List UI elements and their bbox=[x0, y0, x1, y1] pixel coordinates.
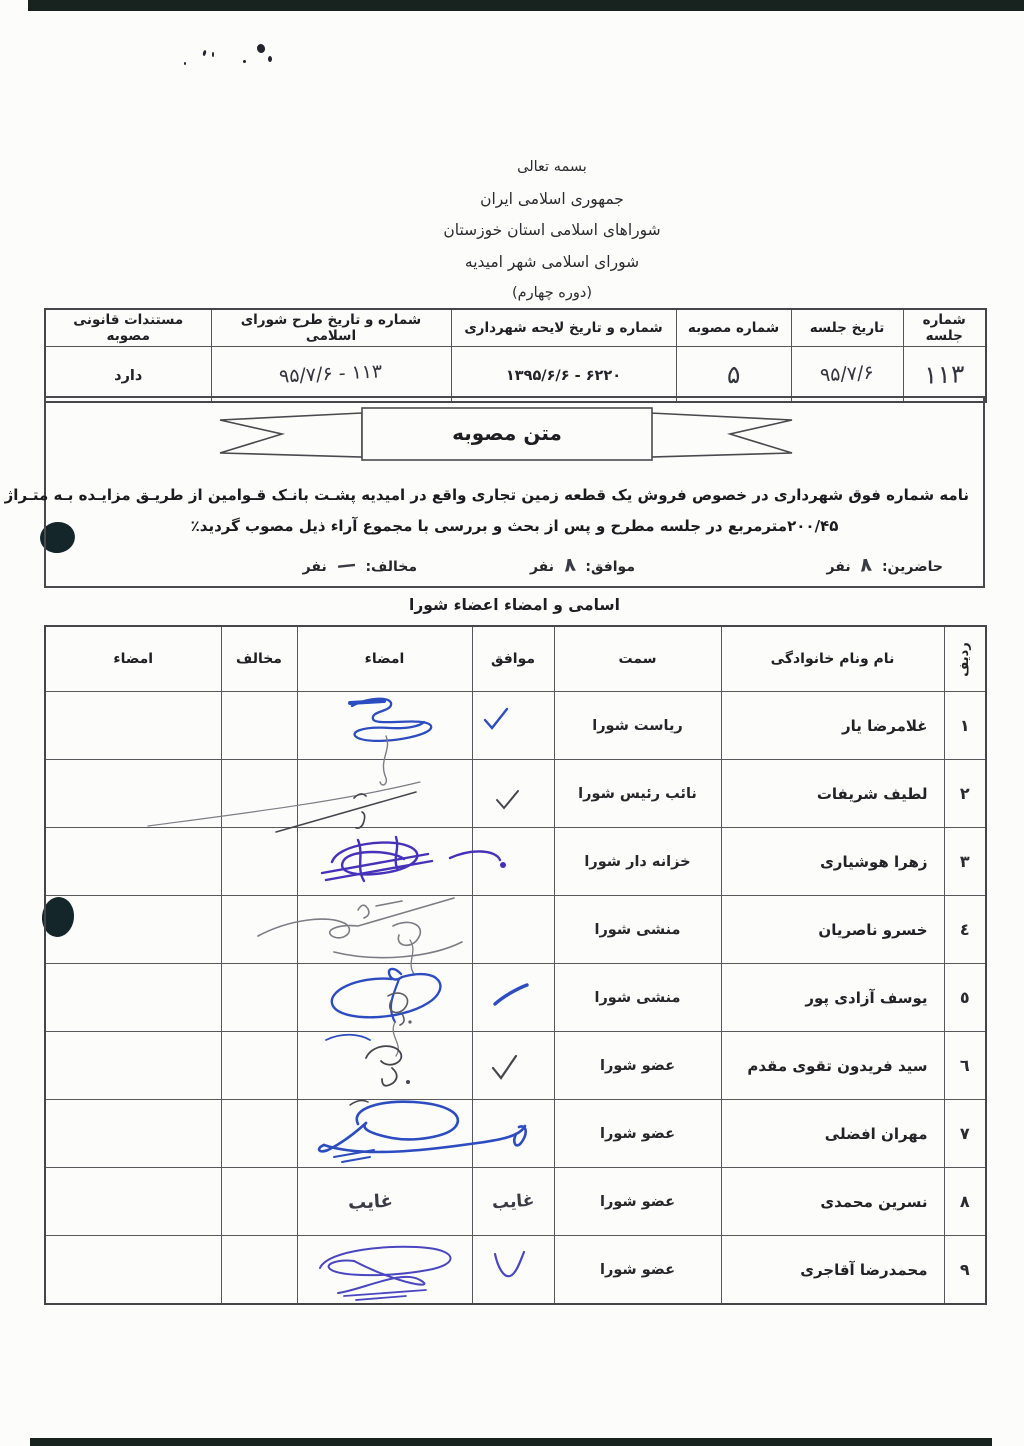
agree-cell bbox=[472, 760, 554, 828]
member-name-cell: مهران افضلی bbox=[721, 1100, 944, 1168]
signature-2-cell bbox=[45, 1032, 221, 1100]
member-name-cell: نسرین محمدی bbox=[721, 1168, 944, 1236]
row-number-cell: ٣ bbox=[944, 828, 986, 896]
agree-cell bbox=[472, 896, 554, 964]
member-position-cell: نائب رئیس شورا bbox=[554, 760, 721, 828]
agree-cell bbox=[472, 964, 554, 1032]
agree-cell bbox=[472, 1236, 554, 1305]
member-row bbox=[45, 1168, 986, 1236]
row-number-cell: ٨ bbox=[944, 1168, 986, 1236]
row-number-cell: ٦ bbox=[944, 1032, 986, 1100]
info-value-row bbox=[45, 347, 986, 403]
signature-2-cell bbox=[45, 964, 221, 1032]
oppose-cell bbox=[221, 964, 297, 1032]
resolution-number-value: ۵ bbox=[726, 359, 741, 389]
ribbon-right-tail bbox=[650, 413, 792, 457]
member-row bbox=[45, 1032, 986, 1100]
province-councils-line: شوراهای اسلامی استان خوزستان bbox=[443, 221, 661, 239]
oppose-label: مخالف: bbox=[365, 559, 417, 575]
header-signature-2: امضاء bbox=[45, 626, 221, 692]
besmele-line: بسمه تعالی bbox=[517, 159, 587, 175]
signature-cell bbox=[297, 1100, 472, 1168]
member-position-cell: عضو شورا bbox=[554, 1100, 721, 1168]
plan-number-date-cell bbox=[211, 347, 451, 403]
ink-speck bbox=[256, 43, 267, 54]
row-number-cell: ٥ bbox=[944, 964, 986, 1032]
agree-count-handwritten: ۸ bbox=[562, 553, 577, 577]
oppose-cell bbox=[221, 1100, 297, 1168]
oppose-cell bbox=[221, 1168, 297, 1236]
agree-label: موافق: bbox=[585, 559, 635, 575]
header-session-number: شماره جلسه bbox=[903, 309, 986, 347]
scanner-band-top bbox=[28, 0, 1024, 11]
agree-unit: نفر bbox=[529, 559, 554, 575]
member-name-cell: غلامرضا یار bbox=[721, 692, 944, 760]
signature-cell bbox=[297, 760, 472, 828]
member-row bbox=[45, 964, 986, 1032]
term-line: (دوره چهارم) bbox=[511, 285, 593, 301]
header-resolution-number: شماره مصوبه bbox=[676, 309, 791, 347]
oppose-cell bbox=[221, 692, 297, 760]
header-row-number: ردیف bbox=[944, 626, 986, 692]
oppose-count-handwritten: — bbox=[335, 553, 357, 577]
row-number-cell: ٧ bbox=[944, 1100, 986, 1168]
agree-cell bbox=[472, 1168, 554, 1236]
republic-line: جمهوری اسلامی ایران bbox=[480, 189, 624, 208]
members-section-title: اسامی و امضاء اعضاء شورا bbox=[409, 596, 620, 614]
signature-ink-row-9 bbox=[298, 1236, 473, 1301]
signature-cell bbox=[297, 896, 472, 964]
present-count-handwritten: ۸ bbox=[859, 553, 874, 577]
present-label: حاضرین: bbox=[881, 559, 943, 575]
signature-cell bbox=[297, 1032, 472, 1100]
letterhead bbox=[80, 152, 1024, 310]
member-position-cell: خزانه دار شورا bbox=[554, 828, 721, 896]
signature-cell bbox=[297, 828, 472, 896]
header-agree: موافق bbox=[472, 626, 554, 692]
header-session-date: تاریخ جلسه bbox=[791, 309, 903, 347]
row-number-cell: ١ bbox=[944, 692, 986, 760]
member-row bbox=[45, 828, 986, 896]
signature-2-cell bbox=[45, 1168, 221, 1236]
signature-ink-row-4 bbox=[298, 896, 473, 961]
header-position: سمت bbox=[554, 626, 721, 692]
row-number-cell: ٢ bbox=[944, 760, 986, 828]
legal-docs-cell bbox=[45, 347, 211, 403]
ink-speck bbox=[184, 62, 186, 65]
absent-note-agree: غایب bbox=[491, 1190, 535, 1213]
agree-cell bbox=[472, 1100, 554, 1168]
agree-cell bbox=[472, 1032, 554, 1100]
signature-ink-row-3 bbox=[298, 828, 473, 893]
attendees-agree bbox=[530, 554, 635, 576]
member-position-cell: ریاست شورا bbox=[554, 692, 721, 760]
info-header-row bbox=[45, 309, 986, 347]
resolution-info-table bbox=[44, 308, 987, 403]
resolution-body-line2: ۲۰۰/۴۵مترمربع در جلسه مطرح و پس از بحث و بررسی با مجموع آراء ذیل مصوب گردید٪ bbox=[190, 517, 839, 535]
oppose-cell bbox=[221, 760, 297, 828]
member-row bbox=[45, 1236, 986, 1305]
signature-2-cell bbox=[45, 760, 221, 828]
resolution-banner-title: متن مصوبه bbox=[452, 421, 562, 445]
ink-speck bbox=[212, 52, 214, 57]
signature-2-cell bbox=[45, 692, 221, 760]
agree-cell bbox=[472, 828, 554, 896]
member-name-cell: محمدرضا آقاجری bbox=[721, 1236, 944, 1305]
signature-cell bbox=[297, 964, 472, 1032]
present-unit: نفر bbox=[826, 559, 851, 575]
signature-2-cell bbox=[45, 828, 221, 896]
header-bill-number-date: شماره و تاریخ لایحه شهرداری bbox=[451, 309, 676, 347]
vote-summary-line bbox=[56, 554, 973, 580]
resolution-number-cell bbox=[676, 347, 791, 403]
checkmark-ink-row-5 bbox=[473, 964, 555, 1029]
checkmark-ink-row-9 bbox=[473, 1236, 555, 1301]
ribbon-left-tail bbox=[220, 413, 362, 457]
signature-ink-row-5 bbox=[298, 964, 473, 1029]
ink-speck bbox=[202, 50, 206, 57]
members-header-row bbox=[45, 626, 986, 692]
header-signature: امضاء bbox=[297, 626, 472, 692]
member-position-cell: عضو شورا bbox=[554, 1032, 721, 1100]
header-oppose: مخالف bbox=[221, 626, 297, 692]
session-number-cell bbox=[903, 347, 986, 403]
session-date-value: ۹۵/۷/۶ bbox=[819, 361, 875, 387]
session-number-value: ۱۱۳ bbox=[923, 358, 965, 390]
member-position-cell: منشی شورا bbox=[554, 964, 721, 1032]
resolution-body bbox=[4, 480, 969, 542]
members-signature-table bbox=[44, 625, 987, 1305]
checkmark-ink-row-6 bbox=[473, 1032, 555, 1097]
member-name-cell: لطیف شریفات bbox=[721, 760, 944, 828]
member-name-cell: یوسف آزادی پور bbox=[721, 964, 944, 1032]
signature-ink-row-1 bbox=[298, 692, 473, 757]
header-full-name: نام ونام خانوادگی bbox=[721, 626, 944, 692]
member-row bbox=[45, 896, 986, 964]
checkmark-ink-row-2 bbox=[473, 760, 555, 825]
resolution-box bbox=[4, 396, 985, 588]
signature-ink-row-2 bbox=[298, 760, 473, 825]
member-position-cell: منشی شورا bbox=[554, 896, 721, 964]
oppose-unit: نفر bbox=[302, 559, 327, 575]
row-number-cell: ٩ bbox=[944, 1236, 986, 1305]
signature-cell bbox=[297, 1236, 472, 1305]
checkmark-ink-row-1 bbox=[473, 692, 555, 757]
member-position-cell: عضو شورا bbox=[554, 1168, 721, 1236]
member-name-cell: خسرو ناصریان bbox=[721, 896, 944, 964]
scanner-band-bottom bbox=[30, 1438, 992, 1446]
header-legal-docs: مستندات قانونی مصوبه bbox=[45, 309, 211, 347]
member-name-cell: زهرا هوشیاری bbox=[721, 828, 944, 896]
signature-2-cell bbox=[45, 1236, 221, 1305]
oppose-cell bbox=[221, 828, 297, 896]
ink-speck bbox=[243, 60, 246, 63]
bill-number-date-value: ۱۳۹۵/۶/۶ - ۶۲۲۰ bbox=[505, 367, 622, 384]
signature-ink-row-6 bbox=[298, 1032, 473, 1097]
signature-cell bbox=[297, 1168, 472, 1236]
city-council-line: شورای اسلامی شهر امیدیه bbox=[464, 252, 640, 271]
member-row bbox=[45, 692, 986, 760]
member-position-cell: عضو شورا bbox=[554, 1236, 721, 1305]
signature-2-cell bbox=[45, 1100, 221, 1168]
absent-note-signature: غایب bbox=[347, 1190, 394, 1214]
attendees-present bbox=[827, 554, 943, 576]
agree-cell bbox=[472, 692, 554, 760]
bill-number-date-cell bbox=[451, 347, 676, 403]
attendees-oppose bbox=[303, 554, 417, 576]
member-row bbox=[45, 760, 986, 828]
oppose-cell bbox=[221, 1032, 297, 1100]
signature-ink-row-7 bbox=[298, 1100, 473, 1165]
resolution-banner-ribbon bbox=[216, 406, 796, 464]
signature-2-cell bbox=[45, 896, 221, 964]
row-number-cell: ٤ bbox=[944, 896, 986, 964]
session-date-cell bbox=[791, 347, 903, 403]
header-plan-number-date: شماره و تاریخ طرح شورای اسلامی bbox=[211, 309, 451, 347]
plan-number-date-value: ۹۵/۷/۶ - ۱۱۳ bbox=[278, 360, 384, 388]
ink-speck bbox=[268, 56, 272, 62]
resolution-body-line1: نامه شماره فوق شهرداری در خصوص فروش یک قطعه زمین تجاری واقع در امیدیه پشـت بانـک قـوامین از طریـق مزایـده بـه متـراژ bbox=[4, 486, 969, 504]
signature-cell bbox=[297, 692, 472, 760]
legal-docs-value: دارد bbox=[114, 367, 143, 384]
oppose-cell bbox=[221, 1236, 297, 1305]
oppose-cell bbox=[221, 896, 297, 964]
member-name-cell: سید فریدون تقوی مقدم bbox=[721, 1032, 944, 1100]
member-row bbox=[45, 1100, 986, 1168]
